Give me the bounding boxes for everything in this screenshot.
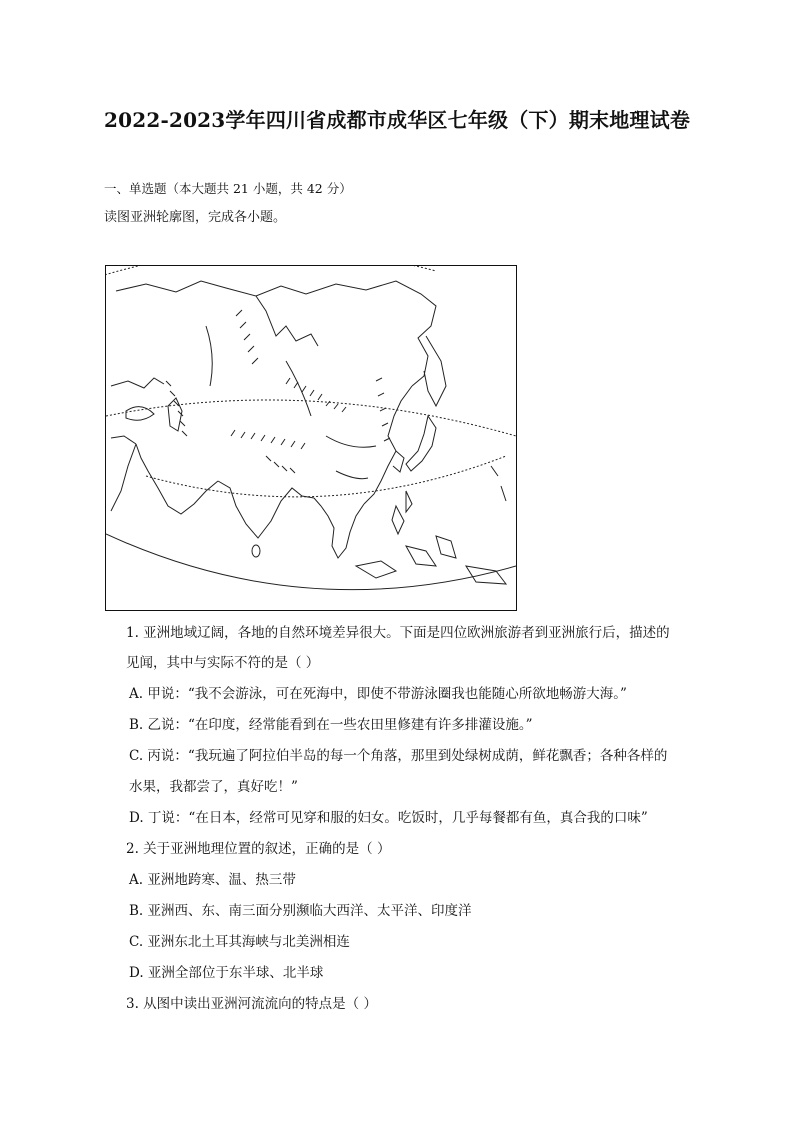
question-1-stem-line1: 1. 亚洲地域辽阔，各地的自然环境差异很大。下面是四位欧洲旅游者到亚洲旅行后，描述的 (126, 625, 670, 641)
question-2-option-b: B. 亚洲西、东、南三面分别濒临大西洋、太平洋、印度洋 (129, 903, 472, 919)
question-1-stem-line2: 见闻，其中与实际不符的是（ ） (126, 655, 320, 671)
question-2-option-a: A. 亚洲地跨寒、温、热三带 (129, 872, 296, 888)
question-1-option-c-cont: 水果，我都尝了，真好吃！” (129, 779, 298, 795)
asia-map-figure (106, 266, 516, 610)
page-title: 2022-2023学年四川省成都市成华区七年级（下）期末地理试卷 (103, 108, 691, 132)
section-heading: 一、单选题（本大题共 21 小题，共 42 分） (104, 181, 352, 196)
question-2-option-c: C. 亚洲东北土耳其海峡与北美洲相连 (129, 934, 350, 950)
question-3-stem: 3. 从图中读出亚洲河流流向的特点是（ ） (126, 996, 377, 1012)
question-2-stem: 2. 关于亚洲地理位置的叙述，正确的是（ ） (126, 841, 391, 857)
question-1-option-a: A. 甲说：“我不会游泳，可在死海中，即使不带游泳圈我也能随心所欲地畅游大海。” (129, 686, 627, 702)
intro-text: 读图亚洲轮廓图，完成各小题。 (104, 210, 287, 225)
question-1-option-d: D. 丁说：“在日本，经常可见穿和服的妇女。吃饭时，几乎每餐都有鱼，真合我的口味” (129, 810, 648, 826)
question-2-option-d: D. 亚洲全部位于东半球、北半球 (129, 965, 324, 981)
question-1-option-b: B. 乙说：“在印度，经常能看到在一些农田里修建有许多排灌设施。” (129, 717, 533, 733)
question-1-option-c: C. 丙说：“我玩遍了阿拉伯半岛的每一个角落，那里到处绿树成荫，鲜花飘香；各种各样的 (129, 748, 668, 764)
asia-outline-map (105, 265, 517, 611)
